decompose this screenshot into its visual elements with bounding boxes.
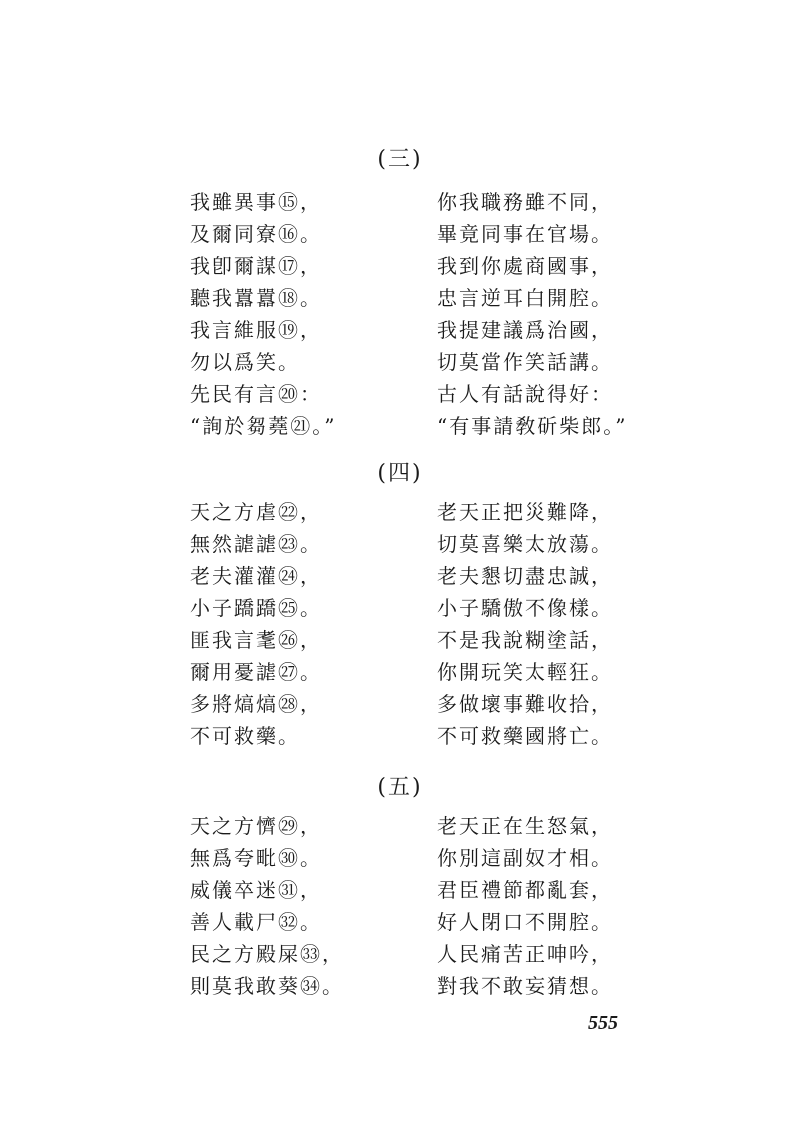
verse-line	[0, 528, 800, 560]
translation-text: 古人有話說得好：	[437, 382, 613, 406]
original-text: 善人載尸㉜。	[190, 910, 322, 934]
translation-text: 切莫當作笑話講。	[437, 350, 613, 374]
verse-line	[0, 874, 800, 906]
original-text: 聽我囂囂⑱。	[190, 286, 322, 310]
verse-line	[0, 842, 800, 874]
translation-text: 你開玩笑太輕狂。	[437, 660, 613, 684]
original-text: 我言維服⑲，	[190, 318, 322, 342]
translation-text: 不可救藥國將亡。	[437, 724, 613, 748]
translation-text: 切莫喜樂太放蕩。	[437, 532, 613, 556]
translation-text: 畢竟同事在官場。	[437, 222, 613, 246]
original-text: 民之方殿屎㉝，	[190, 942, 344, 966]
original-text: 小子蹻蹻㉕。	[190, 596, 322, 620]
verse-line	[0, 592, 800, 624]
verse-line	[0, 346, 800, 378]
verse-line	[0, 688, 800, 720]
verse-line	[0, 496, 800, 528]
page-number: 555	[588, 1012, 618, 1034]
verse-line	[0, 656, 800, 688]
original-text: 則莫我敢葵㉞。	[190, 974, 344, 998]
translation-text: 不是我說糊塗話，	[437, 628, 613, 652]
original-text: “詢於芻蕘㉑。”	[190, 414, 337, 438]
original-text: 老夫灌灌㉔，	[190, 564, 322, 588]
verse-line	[0, 906, 800, 938]
translation-text: 君臣禮節都亂套，	[437, 878, 613, 902]
verse-line	[0, 186, 800, 218]
verse-line	[0, 810, 800, 842]
original-text: 我卽爾謀⑰，	[190, 254, 322, 278]
translation-text: “有事請敎斫柴郎。”	[437, 414, 628, 438]
verse-line	[0, 970, 800, 1002]
translation-text: 忠言逆耳白開腔。	[437, 286, 613, 310]
translation-text: 好人閉口不開腔。	[437, 910, 613, 934]
verse-line	[0, 560, 800, 592]
section-heading-4: (四)	[377, 461, 423, 486]
original-text: 多將熇熇㉘，	[190, 692, 322, 716]
verse-line	[0, 720, 800, 752]
original-text: 匪我言耄㉖，	[190, 628, 322, 652]
section-heading-3: (三)	[377, 147, 423, 172]
translation-text: 多做壞事難收拾，	[437, 692, 613, 716]
verse-line	[0, 218, 800, 250]
original-text: 爾用憂謔㉗。	[190, 660, 322, 684]
translation-text: 我提建議爲治國，	[437, 318, 613, 342]
original-text: 威儀卒迷㉛，	[190, 878, 322, 902]
verse-line	[0, 282, 800, 314]
original-text: 天之方虐㉒，	[190, 500, 322, 524]
verse-line	[0, 314, 800, 346]
translation-text: 老天正把災難降，	[437, 500, 613, 524]
original-text: 我雖異事⑮，	[190, 190, 322, 214]
translation-text: 老夫懇切盡忠誠，	[437, 564, 613, 588]
translation-text: 對我不敢妄猜想。	[437, 974, 613, 998]
original-text: 天之方懠㉙，	[190, 814, 322, 838]
original-text: 無爲夸毗㉚。	[190, 846, 322, 870]
original-text: 無然謔謔㉓。	[190, 532, 322, 556]
translation-text: 老天正在生怒氣，	[437, 814, 613, 838]
verse-line	[0, 378, 800, 410]
translation-text: 人民痛苦正呻吟，	[437, 942, 613, 966]
original-text: 及爾同寮⑯。	[190, 222, 322, 246]
translation-text: 你我職務雖不同，	[437, 190, 613, 214]
translation-text: 你別這副奴才相。	[437, 846, 613, 870]
translation-text: 小子驕傲不像樣。	[437, 596, 613, 620]
verse-line	[0, 250, 800, 282]
verse-line	[0, 410, 800, 442]
section-heading-5: (五)	[377, 775, 423, 800]
verse-line	[0, 624, 800, 656]
verse-line	[0, 938, 800, 970]
translation-text: 我到你處商國事，	[437, 254, 613, 278]
original-text: 勿以爲笑。	[190, 350, 300, 374]
original-text: 先民有言⑳：	[190, 382, 322, 406]
original-text: 不可救藥。	[190, 724, 300, 748]
